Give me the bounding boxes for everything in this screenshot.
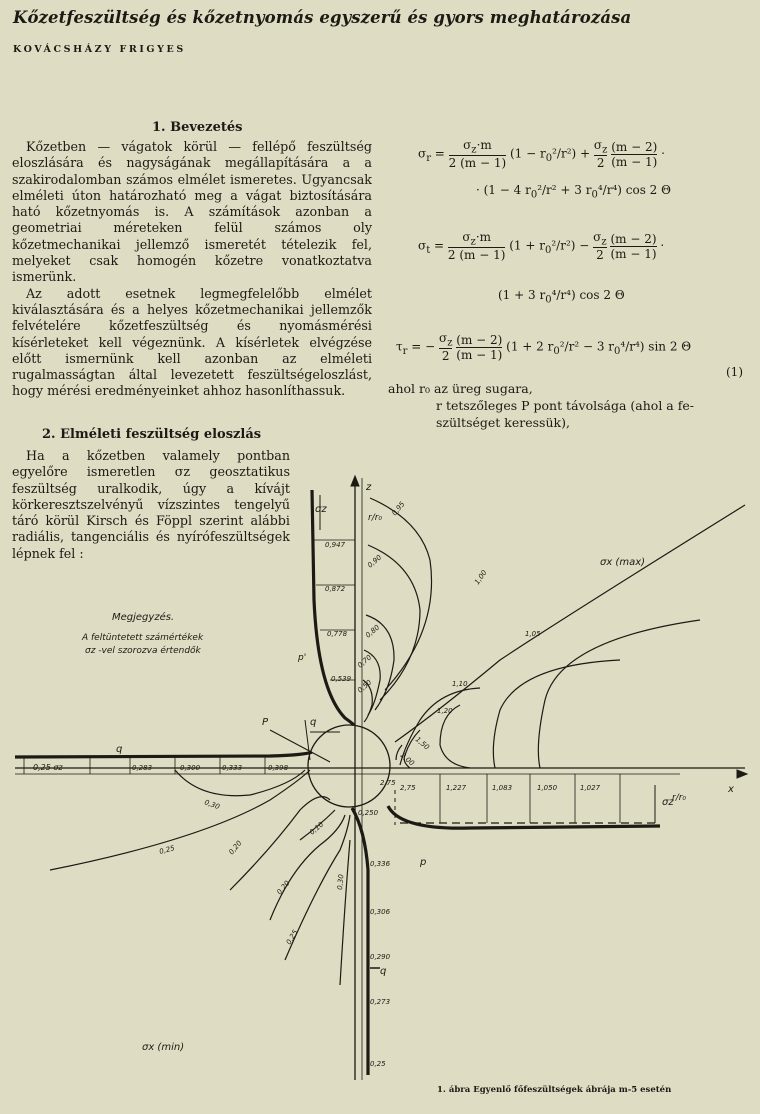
left-value: 0,333 — [222, 764, 243, 772]
isoline — [398, 688, 480, 768]
cavity-circle — [308, 725, 390, 807]
lower-value: 0,290 — [370, 953, 391, 961]
curve-label: 0,10 — [308, 820, 326, 837]
curve-label: 0,25 — [158, 844, 176, 856]
right-value: 2,75 — [400, 784, 416, 792]
note-title: Megjegyzés. — [112, 612, 175, 623]
ratio-label: r/r₀ — [672, 793, 687, 803]
x-axis-label: x — [728, 784, 734, 795]
curve-label: 1,05 — [525, 630, 541, 638]
right-value: 1,227 — [446, 784, 467, 792]
definition-line: r tetszőleges P pont távolsága (ahol a fe- — [436, 398, 694, 413]
curve-label: 0,50 — [356, 678, 374, 695]
note-line: σz -vel szorozva értendők — [85, 646, 201, 656]
equation-number: (1) — [726, 365, 743, 379]
curve-label: 0,30 — [203, 798, 221, 812]
right-value: 1,027 — [580, 784, 601, 792]
isoline — [340, 840, 350, 985]
upper-value: 0,778 — [327, 630, 348, 638]
sigma-max-label: σx (max) — [600, 557, 646, 568]
z-axis-arrow — [351, 476, 359, 486]
section-2-title: 2. Elméleti feszültség eloszlás — [42, 427, 262, 442]
boundary-curve-right — [388, 806, 660, 828]
curve-label: 1,20 — [437, 707, 453, 715]
author-name: KOVÁCSHÁZY FRIGYES — [13, 44, 186, 55]
equation-sigma-t-cont: (1 + 3 $r_0^4/r^4$) cos 2 Θ — [498, 288, 625, 306]
point-label: q — [116, 744, 123, 755]
curve-label: 0,80 — [364, 623, 382, 640]
upper-value: 0,947 — [325, 541, 346, 549]
left-value: 0,300 — [180, 764, 201, 772]
x-axis-arrow — [737, 770, 747, 778]
curve-label: 0,95 — [390, 500, 407, 518]
paragraph: Kőzetben — vágatok körül — fellépő feszültség eloszlására és nagyságának megállapítására a a szakirodalomban számos elmélet ismeretes. Ugyancsak elméleti úton határozható meg a vágat biztosítására ható kőzetnyomás is. A számítások azonban a geometriai méreteken felül számos oly kőzetmechanikai jellemző ismeretét tételezik fel, melyeket csak homogén kőzetre vonatkoztatva ismerünk. — [12, 139, 372, 285]
left-value: 0,25 σz — [33, 763, 63, 772]
lower-value: 0,25 — [370, 1060, 386, 1068]
section-1-title: 1. Bevezetés — [152, 120, 243, 135]
isoline — [368, 545, 420, 700]
definition-line: ahol r₀ az üreg sugara, — [388, 381, 533, 396]
article-title: Kőzetfeszültség és kőzetnyomás egyszerű és gyors meghatározása — [13, 8, 632, 27]
point-label: p' — [298, 653, 307, 663]
point-label: q — [380, 966, 387, 977]
z-axis-label: z — [366, 482, 372, 493]
point-label: P — [262, 717, 269, 728]
lower-value: 0,306 — [370, 908, 391, 916]
curve-label: 0,25 — [284, 928, 300, 946]
curve-label: 1,00 — [473, 568, 489, 587]
sigma-min-label: σx (min) — [142, 1042, 185, 1053]
isoline — [538, 620, 700, 768]
curve-label: 0,30 — [336, 873, 346, 891]
paragraph: Az adott esetnek legmegfelelőbb elmélet kiválasztására és a helyes kőzetmechanikai jellemzők felvételére kőzetfeszültség és nyomásmérési kísérleteket kell végeznünk. A kísérletek elvégzése előtt ismernünk kell azonban az elméleti rugalmasságtan által levezetett feszültségeloszlást, hogy mérési eredményeinket ahhoz hasonlíthassuk. — [12, 285, 372, 399]
curve-label: 2,00 — [398, 751, 416, 768]
upper-value: 0,872 — [325, 585, 346, 593]
lower-value: 0,273 — [370, 998, 391, 1006]
curve-label: 0,90 — [366, 553, 384, 570]
right-value: 1,050 — [537, 784, 558, 792]
right-value: 1,083 — [492, 784, 513, 792]
sigma-label: σz — [315, 504, 327, 515]
equation-sigma-r: $\sigma_r$ = $\sigma_z\cdot m$ 2 (m − 1) $(1 - r_0^2/r^2)$ + $\sigma_z$ 2 (m − 2) (m − 1) · — [418, 138, 665, 171]
curve-label: 1,50 — [413, 735, 431, 752]
definition-line: szültséget keressük), — [436, 415, 570, 430]
curve-label: 0,20 — [227, 839, 244, 857]
equation-sigma-t: $\sigma_t$ = $\sigma_z\cdot m$ 2 (m − 1) $(1 + r_0^2/r^2)$ − $\sigma_z$ 2 (m − 2) (m − 1) · — [418, 230, 665, 263]
sigma-label: σz — [662, 797, 674, 808]
upper-value: 0,539 — [331, 675, 352, 683]
right-value: 2,75 — [380, 779, 396, 787]
curve-label: 0,20 — [275, 879, 292, 897]
equation-sigma-r-cont: · (1 − 4 $r_0^2/r^2 + 3$ $r_0^4/r^4$) cos 2 Θ — [476, 183, 671, 201]
figure-caption: 1. ábra Egyenlő főfeszültségek ábrája m-5 esetén — [437, 1085, 672, 1095]
equation-tau: $\tau_r$ = − $\sigma_z$ 2 (m − 2) (m − 1) (1 + 2 $r_0^2/r^2 - 3$ $r_0^4/r^4$) sin 2 Θ — [396, 331, 692, 364]
isoline — [230, 797, 330, 890]
lower-value: 0,250 — [358, 809, 379, 817]
left-value: 0,398 — [268, 764, 289, 772]
curve-label: 1,10 — [452, 680, 468, 688]
boundary-curve-top — [312, 490, 354, 725]
isoline — [50, 770, 310, 870]
note-line: A feltüntetett számértékek — [82, 633, 204, 643]
point-label: q — [310, 717, 317, 728]
isoline — [370, 498, 432, 690]
lower-value: 0,336 — [370, 860, 391, 868]
curve-label: 0,70 — [356, 653, 374, 670]
point-label: p — [420, 857, 427, 868]
ratio-label: r/r₀ — [368, 513, 383, 523]
boundary-curve-left — [15, 752, 312, 757]
left-value: 0,283 — [132, 764, 153, 772]
paragraph: Ha a kőzetben valamely pontban egyelőre ismeretlen σz geosztatikus feszültség uralkodik, úgy a kívájt körkeresztszelvényű vízszintes tengelyű táró körül Kirsch és Föppl szerint alábbi radiális, tangenciális és nyírófeszültségek lépnek fel : — [12, 448, 290, 561]
